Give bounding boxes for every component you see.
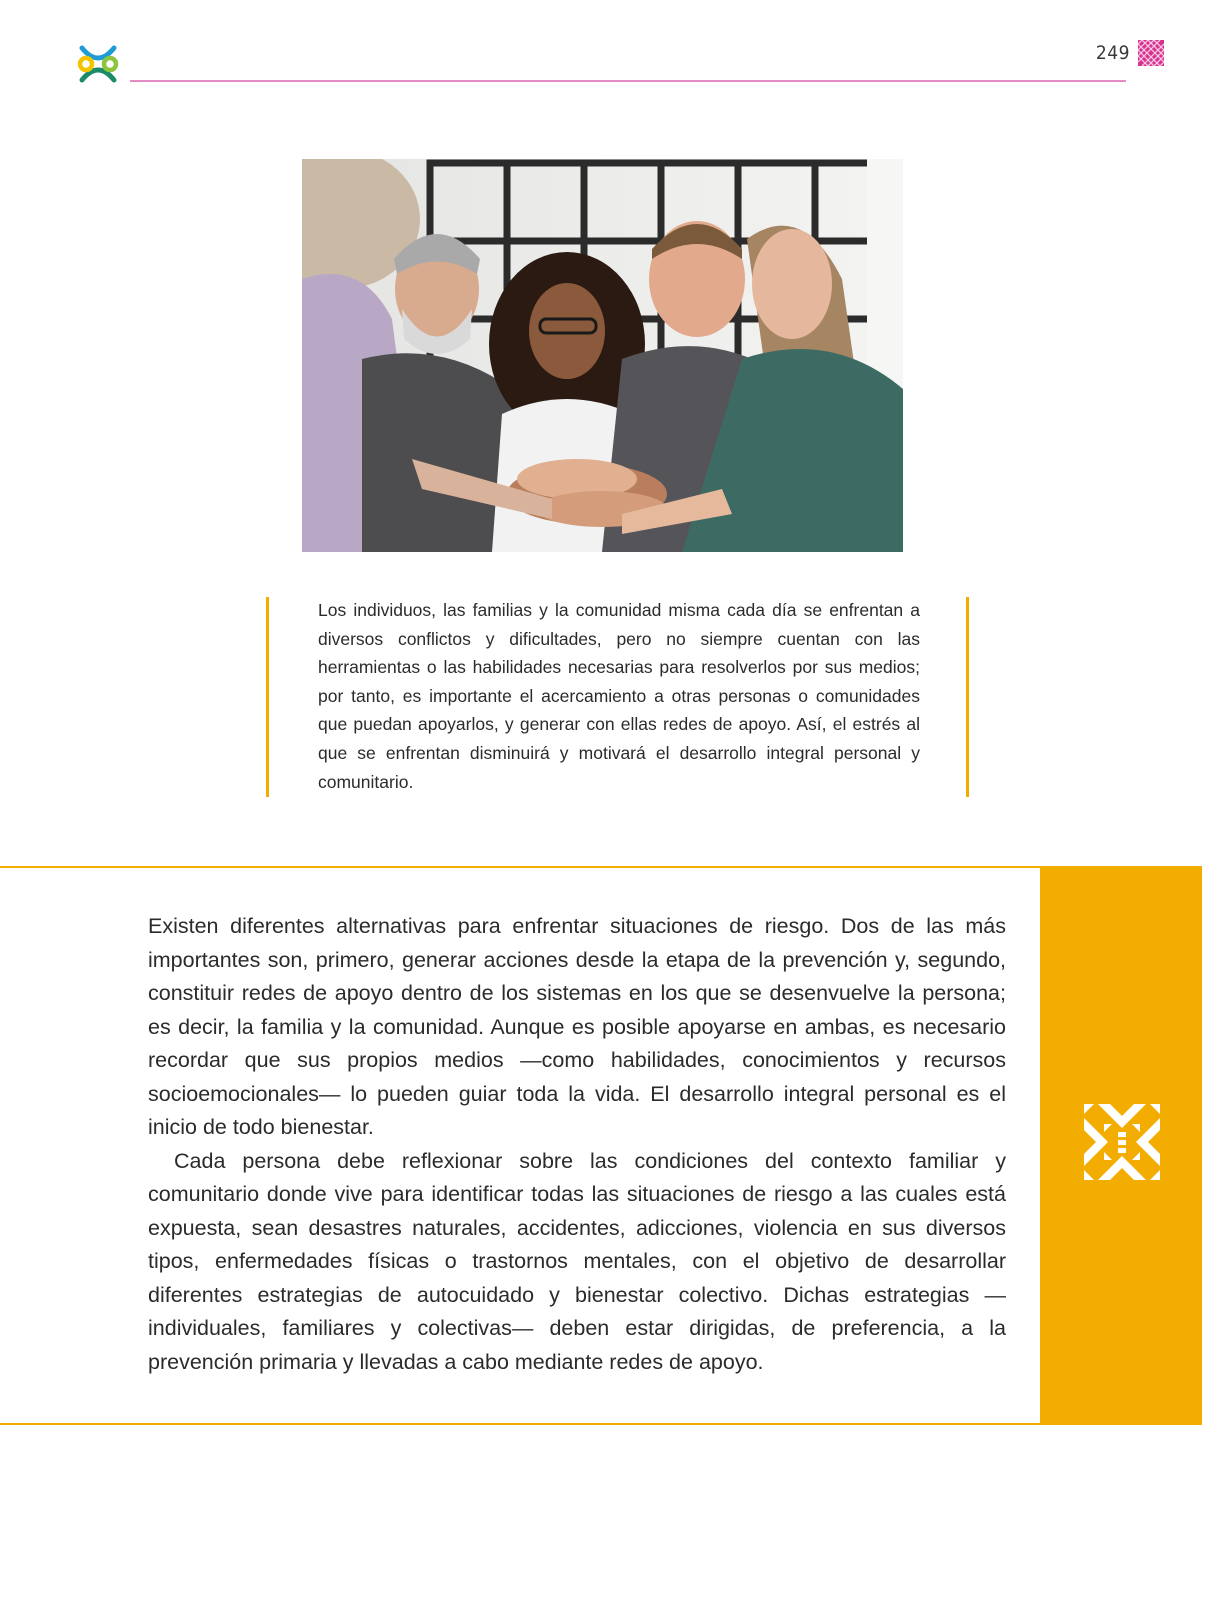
section-top-rule: [0, 866, 1040, 868]
caption-right-bar: [966, 597, 969, 797]
header-rule: [130, 80, 1126, 82]
geometric-textile-pattern-icon: [1084, 1104, 1160, 1180]
caption-left-bar: [266, 597, 269, 797]
body-paragraph-1: Existen diferentes alternativas para enfrentar situaciones de riesgo. Dos de las más importantes son, primero, generar acciones desde la etapa de la prevención y, segundo, constituir redes de apoyo dentro de los sistemas en los que se desenvuelve la persona; es decir, la familia y la comunidad. Aunque es posible apoyarse en ambas, es necesario recordar que sus propios medios —como habilidades, conocimientos y recursos socioemocionales— lo pueden guiar toda la vida. El desarrollo integral personal es el inicio de todo bienestar.: [148, 914, 1006, 1139]
body-text: [148, 910, 1006, 1379]
intertwined-figures-logo-icon: [76, 42, 120, 86]
photo-caption: Los individuos, las familias y la comunidad misma cada día se enfrentan a diversos conflictos y dificultades, pero no siempre cuentan con las herramientas o las habilidades necesarias para resolverlos por sus medios; por tanto, es importante el acercamiento a otras personas o comunidades que puedan apoyarlos, y generar con ellas redes de apoyo. Así, el estrés al que se enfrentan disminuirá y motivará el desarrollo integral personal y comunitario.: [318, 600, 920, 792]
woven-pattern-icon: [1138, 40, 1164, 66]
section-bottom-rule: [0, 1423, 1040, 1425]
group-hands-stacked-photo: [302, 159, 903, 552]
page-number: 249: [1095, 42, 1130, 64]
body-paragraph-2: Cada persona debe reflexionar sobre las condiciones del contexto familiar y comunitario donde vive para identificar todas las situaciones de riesgo a las cuales está expuesta, sean desastres naturales, accidentes, adicciones, violencia en sus diversos tipos, enfermedades físicas o trastornos mentales, con el objetivo de desarrollar diferentes estrategias de autocuidado y bienestar colectivo. Dichas estrategias —individuales, familiares y colectivas— deben estar dirigidas, de preferencia, a la prevención primaria y llevadas a cabo mediante redes de apoyo.: [148, 1148, 1006, 1374]
